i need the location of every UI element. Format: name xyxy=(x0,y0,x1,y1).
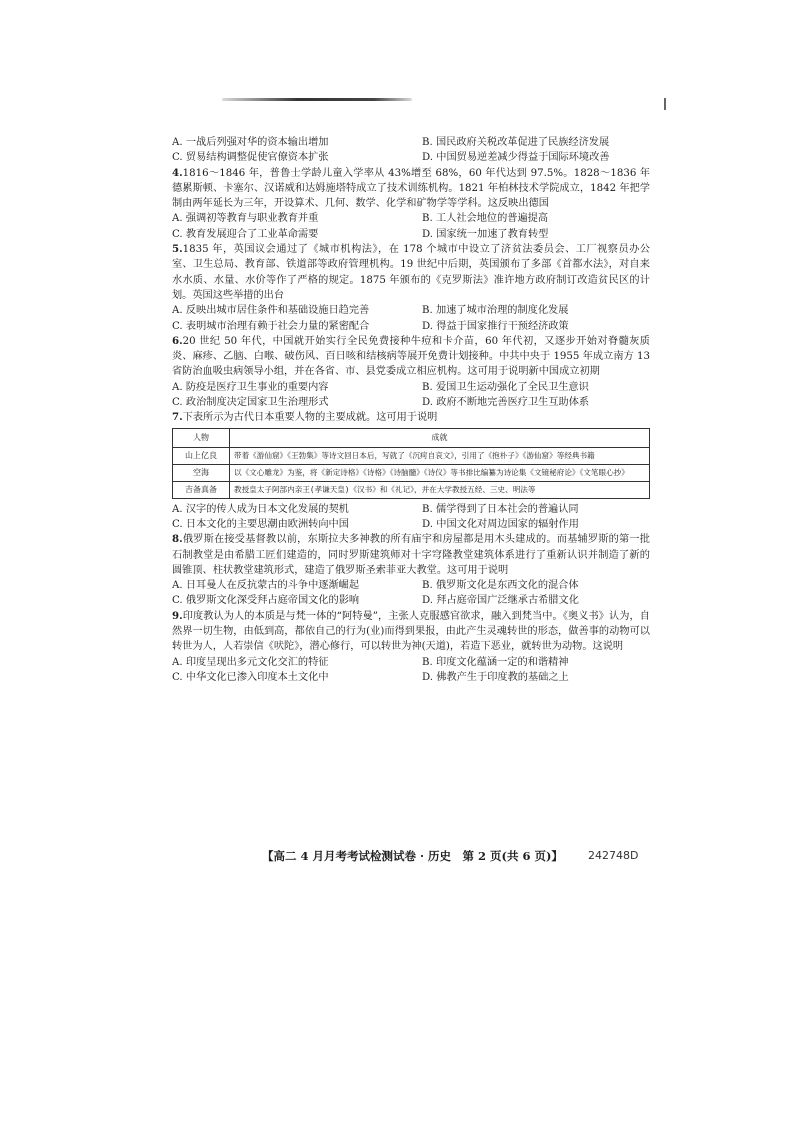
page-footer xyxy=(0,848,794,864)
paper-code: 242748D xyxy=(588,849,639,862)
option-c: C. 日本文化的主要思潮由欧洲转向中国 xyxy=(172,518,349,530)
options-row xyxy=(172,227,650,242)
table-row xyxy=(173,464,650,481)
question-9 xyxy=(172,609,650,685)
person-name: 吉备真备 xyxy=(173,481,230,498)
column-header-person: 人物 xyxy=(173,428,230,447)
question-stem: 下表所示为古代日本重要人物的主要成就。这可用于说明 xyxy=(182,412,438,424)
option-c: C. 贸易结构调整促使官僚资本扩张 xyxy=(172,152,329,164)
question-number: 9. xyxy=(172,609,183,622)
question-number: 7. xyxy=(172,411,183,424)
option-c: C. 表明城市治理有赖于社会力量的紧密配合 xyxy=(172,320,370,332)
options-row xyxy=(172,593,650,608)
question-stem: 1816～1846 年，普鲁士学龄儿童入学率从 43%增至 68%，60 年代达到 97.5%。1828～1836 年德累斯顿、卡塞尔、汉诺威和达姆施塔特成立了技术训练机构。1821 年柏林技术学院成立，1842 年把学制由两年延长为三年，开设算术、几何、数学、化学和矿物学等学科。这反映出德国 xyxy=(172,167,650,210)
person-achievement: 带着《游仙窟》《王勃集》等诗文回日本后，写就了《沉疴自哀文》，引用了《抱朴子》《游仙窟》等经典书籍 xyxy=(230,447,650,464)
question-4 xyxy=(172,166,650,242)
option-a: A. 反映出城市居住条件和基础设施日趋完善 xyxy=(172,305,370,317)
option-b: B. 国民政府关税改革促进了民族经济发展 xyxy=(422,137,610,148)
column-header-achievement: 成就 xyxy=(230,428,650,447)
person-name: 空海 xyxy=(173,464,230,481)
option-b: B. 儒学得到了日本社会的普遍认同 xyxy=(422,503,579,515)
options-row xyxy=(172,319,650,334)
options-row xyxy=(172,517,650,532)
person-achievement: 教授皇太子阿部内亲王(孝谦天皇)《汉书》和《礼记》，并在大学教授五经、三史、明法等 xyxy=(230,481,650,498)
option-a: A. 一战后列强对华的资本输出增加 xyxy=(172,137,329,148)
option-a: A. 防疫是医疗卫生事业的重要内容 xyxy=(172,381,329,393)
edge-mark xyxy=(664,98,666,110)
footer-title: 【高二 4 月月考考试检测试卷 · 历史 第 2 页(共 6 页)】 xyxy=(262,849,563,863)
option-d: D. 中国文化对周边国家的辐射作用 xyxy=(422,518,579,530)
option-c: C. 俄罗斯文化深受拜占庭帝国文化的影响 xyxy=(172,595,360,607)
options-row xyxy=(172,655,650,670)
option-a: A. 印度呈现出多元文化交汇的特征 xyxy=(172,656,329,668)
question-3-options xyxy=(172,135,650,166)
option-b: B. 工人社会地位的普遍提高 xyxy=(422,213,549,225)
option-d: D. 佛教产生于印度教的基础之上 xyxy=(422,671,569,683)
options-row xyxy=(172,380,650,395)
options-row xyxy=(172,395,650,410)
option-d: D. 中国贸易逆差减少得益于国际环境改善 xyxy=(422,152,610,164)
option-b: B. 加速了城市治理的制度化发展 xyxy=(422,305,569,317)
achievements-table xyxy=(172,428,650,499)
option-c: C. 政治制度决定国家卫生治理形式 xyxy=(172,397,329,409)
option-a: A. 强调初等教育与职业教育并重 xyxy=(172,213,319,225)
question-stem: 20 世纪 50 年代，中国就开始实行全民免费接种牛痘和卡介苗，60 年代初，又逐步开始对脊髓灰质炎、麻疹、乙脑、白喉、破伤风、百日咳和结核病等展开免费计划接种。中共中央于 1955 年成立南方 13 省防治血吸虫病领导小组，并在各省、市、县党委成立相应机构。这可用于说明新中国成立初期 xyxy=(172,335,650,378)
question-stem: 俄罗斯在接受基督教以前，东斯拉夫多神教的所有庙宇和房屋都是用木头建成的。而基辅罗斯的第一批石制教堂是由希腊工匠们建造的，同时罗斯建筑师对十字穹隆教堂建筑体系进行了重新认识并制造了新的圆锥顶、柱状教堂建筑形式，建造了俄罗斯圣索菲亚大教堂。这可用于说明 xyxy=(172,534,650,576)
question-6 xyxy=(172,334,650,410)
option-b: B. 印度文化蕴涵一定的和谐精神 xyxy=(422,656,569,668)
person-name: 山上亿良 xyxy=(173,447,230,464)
question-8 xyxy=(172,532,650,608)
options-row xyxy=(172,135,650,150)
person-achievement: 以《文心雕龙》为鉴，将《新定诗格》《诗格》《诗脑髓》《诗仪》等书排比编纂为诗论集《文镜秘府论》《文笔眼心抄》 xyxy=(230,464,650,481)
option-c: C. 教育发展迎合了工业革命需要 xyxy=(172,228,319,240)
question-number: 5. xyxy=(172,243,183,256)
question-7 xyxy=(172,410,650,532)
option-b: B. 俄罗斯文化是东西文化的混合体 xyxy=(422,580,579,592)
options-row xyxy=(172,150,650,165)
options-row xyxy=(172,303,650,318)
option-a: A. 汉字的传人成为日本文化发展的契机 xyxy=(172,503,349,515)
question-stem: 印度教认为人的本质是与梵一体的“阿特曼”，主张人克服感官欲求，融入到梵当中。《奥义书》认为，自然界一切生物，由低到高，都依自己的行为(业)而得到果报，由此产生灵魂转世的形态，做善事的动物可以转世为人，人若崇信《吠陀》，潜心修行，可以转世为神(天道)，若造下恶业，就转世为动物。这说明 xyxy=(172,610,650,653)
option-d: D. 国家统一加速了教育转型 xyxy=(422,228,549,240)
option-d: D. 政府不断地完善医疗卫生互助体系 xyxy=(422,397,590,409)
option-d: D. 拜占庭帝国广泛继承古希腊文化 xyxy=(422,595,579,607)
options-row xyxy=(172,670,650,685)
table-row xyxy=(173,447,650,464)
question-number: 8. xyxy=(172,533,183,546)
question-area xyxy=(172,135,650,685)
question-stem: 1835 年，英国议会通过了《城市机构法》，在 178 个城市中设立了济贫法委员会、工厂视察员办公室、卫生总局、教育部、铁道部等政府管理机构。19 世纪中后期，英国颁布了多部《首都水法》，对自来水水质、水量、水价等作了严格的规定。1875 年颁布的《克罗斯法》准许地方政府制订改造贫民区的计划。英国这些举措的出台 xyxy=(172,244,650,301)
page-top-rule xyxy=(222,98,412,101)
option-b: B. 爱国卫生运动强化了全民卫生意识 xyxy=(422,381,589,393)
question-5 xyxy=(172,242,650,334)
question-number: 4. xyxy=(172,166,183,179)
table-row xyxy=(173,481,650,498)
option-d: D. 得益于国家推行干预经济政策 xyxy=(422,320,569,332)
option-a: A. 日耳曼人在反抗蒙古的斗争中逐渐崛起 xyxy=(172,580,360,592)
options-row xyxy=(172,578,650,593)
options-row xyxy=(172,502,650,517)
options-row xyxy=(172,211,650,226)
table-header-row xyxy=(173,428,650,447)
question-number: 6. xyxy=(172,334,183,347)
option-c: C. 中华文化已渗入印度本土文化中 xyxy=(172,671,329,683)
